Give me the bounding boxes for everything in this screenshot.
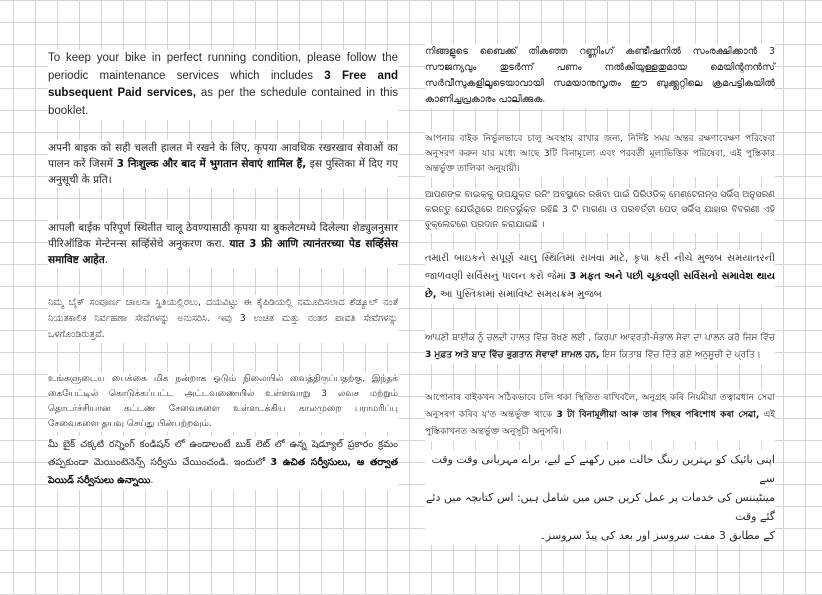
- tamil-text: உங்களுடைய பைக்கை மிக நன்றாக ஓடும் நிலையில் வைத்திருப்பதற்கு, இந்தக் கையேட்டில் கொடுக்கப்பட்ட அட்டவணையில் உள்ளவாறு 3 லவச மற்றும் தொடர்ச்சியான கட்டண சேவைகளை உள்ளடக்கிய காலமுறை பராமரிப்பு சேவைகளை தயவு செய்து பின்பற்றவும்.: [48, 374, 398, 429]
- odia-paragraph: [425, 188, 775, 233]
- marathi-text-end: .: [104, 254, 109, 266]
- bengali-text: আপনার বাইক নির্ভুলভাবে চালু অবস্থায় রাখার জন্য, নির্দিষ্ট সময় অন্তর রক্ষণাবেক্ষণ পরিষেবা অনুসরণ করুন যার মধ্যে আছে 3টি বিনামূল্যে এবং পরবর্তী মূল্যভিত্তিক পরিষেবা, এই পুস্তিকার অন্তর্ভুক্ত তালিকা অনুযায়ী।: [425, 134, 775, 174]
- telugu-text: మీ బైక్ చక్కటి రన్నింగ్ కండిషన్ లో ఉండాలంటే బుక్ లెట్ లో ఉన్న షెడ్యూల్ ప్రకారం క్రమం తప్పకుండా మెయింటెనెన్స్ సర్వీసు చేయించండి. ఇందులో: [48, 439, 398, 468]
- english-text-end: as per the schedule contained in this booklet.: [48, 87, 399, 117]
- punjabi-bold-text: 3 ਮੁਫ਼ਤ ਅਤੇ ਬਾਦ ਵਿੱਚ ਭੁਗਤਾਨ ਸੇਵਾਵਾਂ ਸ਼ਾਮਲ ਹਨ,: [425, 350, 600, 360]
- assamese-text: আপোনাৰ বাইকখন সঠিকভাবে চলি থকা স্থিতিত ৰাখিবলৈ, অনুগ্ৰহ কৰি নিয়মীয়া তত্বাৱধান সেৱা অনুসৰণ কৰিব য'ত অন্তর্ভুক্ত থাকে: [425, 393, 775, 420]
- gujarati-bold-text: 3 મફત અને પછી ચૂકવણી સર્વિસનો સમાવેશ થાય છે,: [425, 271, 776, 300]
- hindi-bold-text: 3 निःशुल्क और बाद में भुगतान सेवाएं शामिल हैं,: [116, 158, 307, 170]
- punjabi-text: ਆਪਣੀ ਬਾਈਕ ਨੂੰ ਚਲਦੀ ਹਾਲਤ ਵਿੱਚ ਰੱਖਣ ਲਈ , ਕਿਰਪਾ ਆਵਰਤੀ-ਸੰਭਾਲ ਸੇਵਾ ਦਾ ਪਾਲਨ ਕਰੋ ਜਿਸ ਵਿੱਚ: [425, 333, 775, 343]
- marathi-bold-text: यात 3 फ्री आणि त्यानंतरच्या पेड सर्व्हिसेस समाविष्ट आहेत: [48, 238, 398, 266]
- telugu-paragraph: [48, 436, 398, 490]
- english-bold-text: 3 Free and subsequent Paid services,: [48, 69, 398, 99]
- kannada-text: ನಿಮ್ಮ ಬೈಕ್ ಸಂಪೂರ್ಣ ಚಾಲನಾ ಸ್ಥಿತಿಯಲ್ಲಿರಲು, ದಯವಿಟ್ಟು ಈ ಕೈಪಿಡಿಯಲ್ಲಿ ನಮೂದಿಸಲಾದ ಶೆಡ್ಯೂಲ್ ನಂತೆ ನಿಯತಕಾಲಿಕ ನಿರ್ವಹಣಾ ಸೇವೆಗಳನ್ನು ಅನುಸರಿಸಿ. ಇವು 3 ಉಚಿತ ಮತ್ತು ನಂತರ ಪಾವತಿ ಸೇವೆಗಳನ್ನು ಒಳಗೊಂಡಿರುತ್ತವೆ.: [48, 297, 398, 340]
- telugu-text-end: .: [150, 475, 154, 486]
- bengali-paragraph: [425, 132, 775, 177]
- gujarati-paragraph: [425, 250, 775, 304]
- tamil-paragraph: [48, 372, 398, 432]
- gujarati-text: તમારી બાઇકને સંપૂર્ણ ચાલુ સ્થિતિમાં રાખવા માટે, કૃપા કરી નીચે મુજબ સમયાંતરની જાળવણી સર્વિસનું પાલન કરો જેમાં: [425, 253, 775, 282]
- kannada-paragraph: [48, 295, 398, 343]
- urdu-paragraph: [425, 450, 775, 545]
- hindi-paragraph: [48, 140, 398, 188]
- urdu-line: کے مطابق 3 مفت سروسز اور بعد کی پیڈ سروسز۔: [539, 529, 775, 542]
- urdu-line: مینٹیننس کی خدمات پر عمل کریں جس میں شامل ہیں: اس کتابچہ میں دئے گئے وقت: [425, 491, 775, 523]
- malayalam-text: നിങ്ങളുടെ ബൈക്ക് തികഞ്ഞ റണ്ണിംഗ് കണ്ടീഷനിൽ സംരക്ഷിക്കാൻ 3 സൗജന്യവും തുടർന്ന് പണം നൽകിയുള്ളതുമായ മെയിന്റനൻസ് സർവീസുകളിലൂടെയാവായി സമയാനുസൃതം ഈ ബുക്ക്ലറ്റിലെ ക്രമപട്ടികയിൽ കാണിച്ചപ്രകാരം പാലിക്കുക.: [425, 46, 775, 105]
- marathi-paragraph: [48, 220, 398, 268]
- punjabi-paragraph: [425, 330, 775, 364]
- english-text: To keep your bike in perfect running condition, please follow the periodic maintenance services which includes: [48, 52, 398, 82]
- hindi-text-end: इस पुस्तिका में दिए गए अनुसूची के प्रति।: [48, 158, 399, 186]
- urdu-line: اپنی بائیک کو بہترین رننگ حالت میں رکھنے کے لیے، براے مہربانی وقت وقت سے: [431, 453, 775, 485]
- assamese-paragraph: [425, 390, 775, 441]
- malayalam-paragraph: [425, 44, 775, 108]
- english-paragraph: [48, 50, 398, 120]
- telugu-bold-text: 3 ఉచిత సర్వీసులు, ఆ తర్వాత పెయిడ్ సర్వీసులు ఉన్నాయి: [48, 457, 398, 486]
- marathi-text: आपली बाईक परिपूर्ण स्थितीत चालू ठेवण्यासाठी कृपया या बुकलेटमध्ये दिलेल्या शेड्युलनुसार पीरिऑडिक मेन्टेनन्स सर्व्हिसेचे अनुकरण करा.: [48, 222, 398, 250]
- assamese-text-end: এই পুস্তিকাখনত অন্তর্ভুক্ত অনুসূচী অনুসৰি।: [425, 410, 775, 437]
- punjabi-text-end: ਇਸ ਕਿਤਾਬ ਵਿੱਚ ਦਿੱਤੇ ਗਏ ਅਨੁਸੂਚੀ ਦੇ ਪ੍ਰਤਿ।: [599, 350, 761, 360]
- gujarati-text-end: આ પુસ્તિકામાં સમાવિષ્ટ સમયક્રમ મુજબ: [436, 289, 602, 300]
- odia-text: ଆପଣଙ୍କ ବାଇକ୍କୁ ଉପଯୁକ୍ତ ରନିଂ ଅବସ୍ଥାରେ ରଖିବା ପାଇଁ ପିରିଓଡିକ୍ ମେଣ୍ଟେନାନ୍ସ ସର୍ଭିସ୍ ଅନୁସରଣ କରନ୍ତୁ ଯେଉଁଥିରେ ଅନ୍ତର୍ଭୁକ୍ତ ରହିଛି 3 ଟି ମାଗଣା ଓ ପରବର୍ତ୍ତୀ ପେଡ୍ ସର୍ଭିସ୍ ଯାହାର ବିବରଣୀ ଏହି ବୁକ୍ଲେଟରେ ପ୍ରଦାନ କରାଯାଇଛି ।: [425, 190, 775, 230]
- hindi-text: अपनी बाइक को सही चलती हालत में रखने के लिए, कृपया आवधिक रखरखाव सेवाओं का पालन करें जिसमें: [48, 142, 398, 170]
- assamese-bold-text: 3 টা বিনামূলীয়া আৰু তাৰ পিছৰ পৰিশোধ কৰা সেৱা,: [556, 410, 760, 420]
